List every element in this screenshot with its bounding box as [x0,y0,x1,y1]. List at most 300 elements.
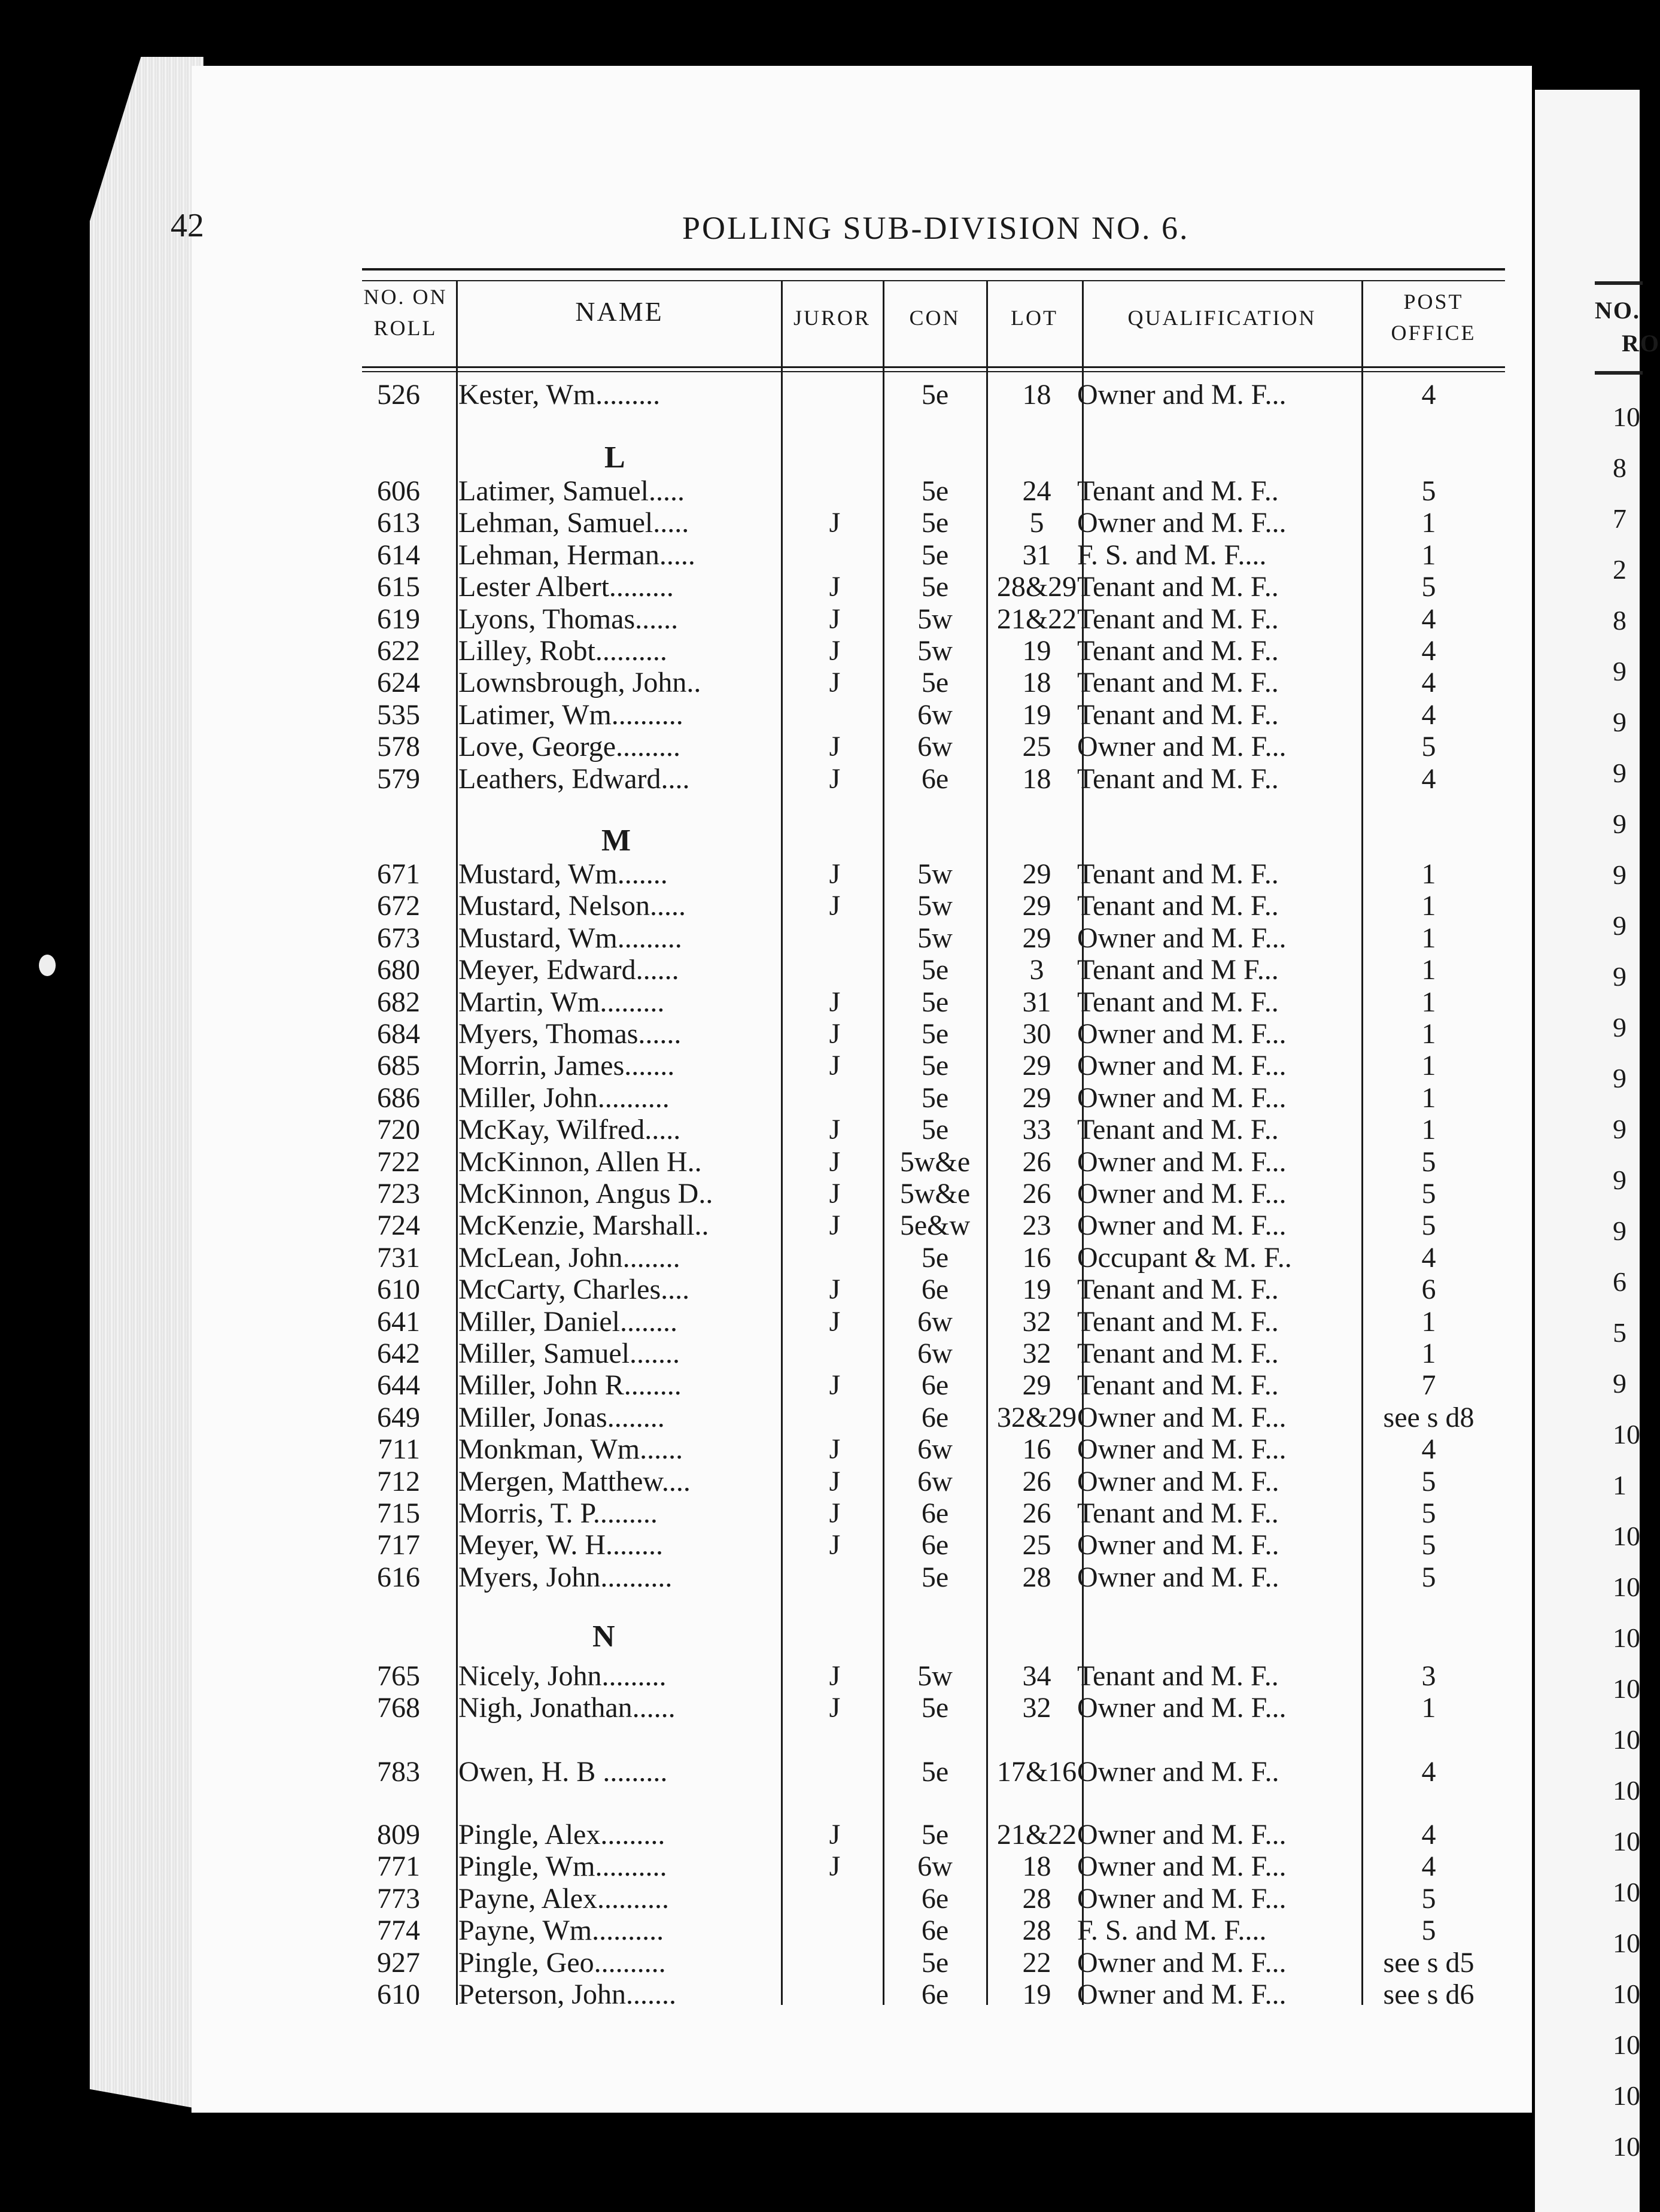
cell-qualification: Tenant and M. F.. [1077,635,1279,667]
cell-post: 4 [1421,1819,1436,1851]
cell-name: Lester Albert......... [458,571,674,603]
adjacent-number: 9 [1613,707,1626,737]
table-row [0,1434,1640,1465]
cell-juror: J [829,1819,841,1851]
cell-con: 6w [917,1465,953,1497]
cell-lot: 32&29 [996,1401,1077,1433]
cell-roll: 771 [377,1851,420,1883]
cell-roll: 722 [377,1146,420,1178]
adjacent-number: 5 [1613,1317,1626,1348]
adjacent-header-2: RO [1622,330,1660,357]
cell-con: 5w [917,922,953,954]
cell-roll: 724 [377,1210,420,1242]
table-row [0,1883,1640,1915]
cell-con: 6w [917,731,953,763]
cell-name: Lownsbrough, John.. [458,667,701,699]
cell-lot: 16 [1022,1433,1051,1466]
cell-name: McKinnon, Angus D.. [458,1178,713,1210]
cell-name: McKenzie, Marshall.. [458,1210,709,1242]
cell-roll: 673 [377,922,420,954]
cell-name: Kester, Wm......... [458,379,661,411]
top-rule-thin [362,280,1505,281]
cell-roll: 684 [377,1018,420,1050]
cell-name: Lyons, Thomas...... [458,603,679,635]
cell-juror: J [829,507,841,539]
cell-lot: 31 [1022,986,1051,1018]
cell-roll: 686 [377,1081,420,1114]
cell-lot: 23 [1022,1210,1051,1242]
header-post-line1: POST [1403,290,1464,314]
adjacent-number: 9 [1613,1216,1626,1246]
cell-qualification: Owner and M. F... [1077,1210,1287,1242]
cell-post: 5 [1421,1178,1436,1210]
cell-lot: 19 [1022,635,1051,667]
cell-qualification: Tenant and M. F.. [1077,858,1279,890]
cell-roll: 711 [378,1433,420,1466]
cell-con: 6e [921,1369,949,1402]
cell-qualification: Owner and M. F... [1077,1018,1287,1050]
cell-juror: J [829,1433,841,1466]
table-row [0,1979,1640,2010]
cell-roll: 723 [377,1178,420,1210]
header-post-line2: OFFICE [1391,321,1476,345]
cell-lot: 24 [1022,475,1051,507]
cell-qualification: Owner and M. F... [1077,1819,1287,1851]
cell-roll: 615 [377,571,420,603]
cell-name: Mustard, Nelson..... [458,890,686,922]
cell-roll: 616 [377,1561,420,1593]
cell-post: 5 [1421,475,1436,507]
adjacent-number: 10 [1613,1572,1640,1602]
header-post-office [1363,286,1504,348]
cell-con: 5e [921,986,949,1018]
cell-roll: 773 [377,1882,420,1915]
adjacent-number: 8 [1613,605,1626,636]
adjacent-number: 7 [1613,503,1626,534]
cell-qualification: Tenant and M. F.. [1077,1338,1279,1369]
cell-roll: 720 [377,1114,420,1146]
cell-con: 5w&e [899,1178,971,1210]
cell-lot: 18 [1022,379,1051,411]
adjacent-number: 10 [1613,1979,1640,2009]
cell-post: 6 [1421,1274,1436,1306]
header-juror: JUROR [793,306,871,330]
cell-name: Owen, H. B ......... [458,1756,668,1788]
cell-lot: 29 [1022,890,1051,922]
cell-roll: 622 [377,635,420,667]
cell-name: McLean, John........ [458,1241,680,1274]
cell-post: 4 [1421,1851,1436,1883]
cell-roll: 526 [377,379,420,411]
adjacent-number: 10 [1613,1419,1640,1450]
header-rule-thin [362,371,1505,372]
adjacent-number: 6 [1613,1266,1626,1297]
cell-con: 5e [921,1050,949,1082]
table-row [0,1530,1640,1561]
table-row [0,1466,1640,1497]
cell-juror: J [829,1305,841,1338]
cell-con: 5e&w [899,1210,971,1242]
cell-qualification: Owner and M. F... [1077,1433,1287,1466]
cell-name: Mergen, Matthew.... [458,1465,691,1497]
cell-post: 5 [1421,1529,1436,1561]
adjacent-number: 10 [1613,2080,1640,2111]
cell-juror: J [829,1529,841,1561]
cell-juror: J [829,731,841,763]
cell-lot: 28 [1022,1915,1051,1947]
cell-name: Morrin, James....... [458,1050,675,1082]
cell-lot: 18 [1022,762,1051,795]
cell-con: 6e [921,1979,949,2010]
cell-qualification: Tenant and M. F.. [1077,475,1279,507]
table-row [0,1147,1640,1178]
cell-name: McCarty, Charles.... [458,1274,690,1306]
cell-juror: J [829,1851,841,1883]
cell-name: Mustard, Wm......... [458,922,682,954]
cell-lot: 28&29 [996,571,1077,603]
section-letter: N [592,1620,615,1654]
cell-post: 5 [1421,1915,1436,1947]
table-row [0,636,1640,667]
cell-roll: 642 [377,1338,420,1369]
cell-name: Miller, Jonas........ [458,1401,665,1433]
cell-lot: 32 [1022,1692,1051,1724]
cell-lot: 32 [1022,1338,1051,1369]
section-letter: M [601,824,631,858]
cell-qualification: Owner and M. F... [1077,1851,1287,1883]
cell-roll: 685 [377,1050,420,1082]
cell-qualification: Tenant and M. F.. [1077,1274,1279,1306]
cell-post: 7 [1421,1369,1436,1402]
cell-post: 5 [1421,1561,1436,1593]
adjacent-number: 9 [1613,656,1626,686]
table-row [0,1562,1640,1593]
cell-roll: 535 [377,698,420,731]
cell-roll: 610 [377,1979,420,2010]
table-row [0,1210,1640,1241]
cell-qualification: Tenant and M. F.. [1077,571,1279,603]
cell-con: 5e [921,1756,949,1788]
cell-juror: J [829,1050,841,1082]
cell-juror: J [829,858,841,890]
adjacent-rule [1595,371,1643,375]
cell-name: Mustard, Wm....... [458,858,668,890]
cell-post: 1 [1421,1305,1436,1338]
cell-lot: 19 [1022,698,1051,731]
cell-name: Pingle, Alex......... [458,1819,665,1851]
cell-roll: 712 [377,1465,420,1497]
cell-roll: 682 [377,986,420,1018]
cell-con: 6e [921,1882,949,1915]
cell-qualification: Owner and M. F... [1077,1401,1287,1433]
table-row [0,379,1640,411]
cell-lot: 32 [1022,1305,1051,1338]
cell-post: 4 [1421,667,1436,699]
cell-lot: 28 [1022,1561,1051,1593]
cell-roll: 649 [377,1401,420,1433]
table-row [0,540,1640,571]
cell-post: 5 [1421,1210,1436,1242]
cell-post: see s d6 [1383,1979,1474,2010]
cell-lot: 5 [1029,507,1044,539]
table-row [0,1947,1640,1979]
cell-lot: 29 [1022,1369,1051,1402]
adjacent-number: 10 [1613,1775,1640,1806]
cell-post: 1 [1421,1338,1436,1369]
cell-juror: J [829,603,841,635]
cell-qualification: Owner and M. F... [1077,1146,1287,1178]
cell-name: Miller, Daniel........ [458,1305,677,1338]
cell-roll: 927 [377,1946,420,1979]
page-number: 42 [171,207,204,244]
cell-post: 1 [1421,1081,1436,1114]
cell-name: Payne, Wm.......... [458,1915,664,1947]
cell-lot: 17&16 [996,1756,1077,1788]
cell-qualification: F. S. and M. F.... [1077,539,1267,571]
table-row [0,1693,1640,1724]
cell-name: Latimer, Samuel..... [458,475,685,507]
cell-con: 5e [921,507,949,539]
cell-con: 5e [921,1946,949,1979]
cell-post: 1 [1421,954,1436,986]
cell-lot: 33 [1022,1114,1051,1146]
cell-name: Payne, Alex.......... [458,1882,669,1915]
adjacent-number: 9 [1613,1063,1626,1093]
cell-qualification: Owner and M. F.. [1077,1756,1279,1788]
adjacent-number: 9 [1613,1368,1626,1399]
cell-roll: 731 [377,1241,420,1274]
cell-con: 6w [917,1433,953,1466]
adjacent-number: 10 [1613,1877,1640,1907]
header-roll-line2: ROLL [373,316,437,340]
cell-con: 5e [921,379,949,411]
cell-post: 1 [1421,1114,1436,1146]
adjacent-number: 2 [1613,554,1626,585]
cell-post: 4 [1421,1433,1436,1466]
cell-juror: J [829,1018,841,1050]
cell-roll: 606 [377,475,420,507]
cell-post: 1 [1421,539,1436,571]
cell-qualification: Tenant and M. F.. [1077,1114,1279,1146]
cell-roll: 717 [377,1529,420,1561]
cell-roll: 783 [377,1756,420,1788]
cell-con: 5e [921,1018,949,1050]
cell-name: Latimer, Wm.......... [458,698,683,731]
cell-roll: 613 [377,507,420,539]
cell-post: 5 [1421,1882,1436,1915]
cell-con: 6e [921,1915,949,1947]
cell-name: Miller, John R........ [458,1369,682,1402]
cell-qualification: Owner and M. F... [1077,731,1287,763]
cell-lot: 34 [1022,1660,1051,1692]
table-row [0,923,1640,954]
header-rule [362,366,1505,368]
cell-con: 6e [921,1401,949,1433]
cell-lot: 29 [1022,858,1051,890]
cell-qualification: Owner and M. F... [1077,1050,1287,1082]
cell-name: Myers, Thomas...... [458,1018,682,1050]
cell-juror: J [829,1274,841,1306]
cell-post: 4 [1421,379,1436,411]
cell-con: 5e [921,475,949,507]
adjacent-number: 9 [1613,758,1626,788]
cell-post: 4 [1421,603,1436,635]
cell-con: 6e [921,1529,949,1561]
cell-roll: 765 [377,1660,420,1692]
cell-qualification: Tenant and M. F.. [1077,698,1279,731]
cell-qualification: Occupant & M. F.. [1077,1241,1292,1274]
cell-name: Lilley, Robt.......... [458,635,667,667]
table-row [0,859,1640,890]
header-roll-line1: NO. ON [363,285,448,309]
table-row [0,1498,1640,1529]
cell-name: McKay, Wilfred..... [458,1114,681,1146]
table-row [0,1050,1640,1081]
adjacent-number: 10 [1613,1673,1640,1704]
cell-juror: J [829,571,841,603]
cell-name: Peterson, John....... [458,1979,676,2010]
cell-post: 1 [1421,1018,1436,1050]
cell-con: 5e [921,954,949,986]
cell-post: 1 [1421,507,1436,539]
cell-lot: 31 [1022,539,1051,571]
cell-lot: 29 [1022,922,1051,954]
cell-roll: 610 [377,1274,420,1306]
cell-lot: 18 [1022,667,1051,699]
cell-juror: J [829,1465,841,1497]
cell-qualification: Owner and M. F... [1077,507,1287,539]
cell-post: 5 [1421,1497,1436,1529]
cell-lot: 3 [1029,954,1044,986]
table-row [0,987,1640,1018]
table-row [0,1242,1640,1274]
cell-name: Nicely, John......... [458,1660,667,1692]
cell-post: 1 [1421,986,1436,1018]
cell-roll: 614 [377,539,420,571]
cell-post: 1 [1421,858,1436,890]
cell-name: Monkman, Wm...... [458,1433,683,1466]
adjacent-number: 10 [1613,402,1640,432]
cell-lot: 19 [1022,1274,1051,1306]
cell-roll: 715 [377,1497,420,1529]
cell-roll: 671 [377,858,420,890]
adjacent-header-1: NO. [1595,297,1640,324]
header-con: CON [909,306,960,330]
cell-qualification: Tenant and M. F.. [1077,762,1279,795]
cell-name: Pingle, Wm.......... [458,1851,667,1883]
cell-roll: 809 [377,1819,420,1851]
cell-post: 5 [1421,1465,1436,1497]
cell-qualification: Tenant and M. F.. [1077,1305,1279,1338]
cell-qualification: Owner and M. F... [1077,1081,1287,1114]
adjacent-number: 9 [1613,910,1626,941]
cell-post: 4 [1421,762,1436,795]
cell-juror: J [829,1369,841,1402]
adjacent-number: 8 [1613,452,1626,483]
cell-post: see s d5 [1383,1946,1474,1979]
cell-name: Lehman, Samuel..... [458,507,689,539]
cell-lot: 21&22 [996,603,1077,635]
header-name: NAME [575,296,664,327]
adjacent-number: 10 [1613,1826,1640,1856]
cell-lot: 29 [1022,1050,1051,1082]
cell-name: Miller, Samuel....... [458,1338,680,1369]
cell-qualification: Owner and M. F... [1077,379,1287,411]
cell-post: 4 [1421,698,1436,731]
adjacent-number: 10 [1613,2029,1640,2060]
cell-con: 5w [917,890,953,922]
cell-juror: J [829,762,841,795]
running-head: POLLING SUB-DIVISION NO. 6. [682,210,1190,246]
cell-roll: 641 [377,1305,420,1338]
table-row [0,1178,1640,1210]
cell-qualification: Tenant and M F... [1077,954,1279,986]
cell-con: 5w [917,858,953,890]
table-row [0,764,1640,795]
adjacent-number: 10 [1613,1724,1640,1755]
table-row [0,955,1640,986]
cell-juror: J [829,667,841,699]
cell-name: Myers, John.......... [458,1561,673,1593]
cell-qualification: Owner and M. F.. [1077,1561,1279,1593]
adjacent-number: 9 [1613,1165,1626,1195]
adjacent-number: 1 [1613,1470,1626,1500]
cell-post: 4 [1421,1241,1436,1274]
table-row [0,1274,1640,1305]
cell-qualification: Tenant and M. F.. [1077,1369,1279,1402]
cell-name: Pingle, Geo.......... [458,1946,666,1979]
table-row [0,1851,1640,1882]
cell-qualification: Owner and M. F.. [1077,1529,1279,1561]
cell-name: Nigh, Jonathan...... [458,1692,676,1724]
cell-lot: 30 [1022,1018,1051,1050]
cell-lot: 28 [1022,1882,1051,1915]
cell-lot: 19 [1022,1979,1051,2010]
adjacent-number: 10 [1613,2131,1640,2162]
cell-roll: 578 [377,731,420,763]
cell-name: McKinnon, Allen H.. [458,1146,702,1178]
cell-con: 5e [921,1241,949,1274]
cell-lot: 26 [1022,1146,1051,1178]
cell-lot: 18 [1022,1851,1051,1883]
cell-lot: 26 [1022,1465,1051,1497]
cell-roll: 768 [377,1692,420,1724]
cell-con: 6e [921,1497,949,1529]
cell-lot: 25 [1022,1529,1051,1561]
cell-juror: J [829,1146,841,1178]
cell-name: Leathers, Edward.... [458,762,690,795]
adjacent-number: 10 [1613,1622,1640,1653]
cell-lot: 29 [1022,1081,1051,1114]
cell-post: 1 [1421,1692,1436,1724]
cell-post: 3 [1421,1660,1436,1692]
cell-name: Meyer, Edward...... [458,954,679,986]
cell-juror: J [829,986,841,1018]
cell-qualification: Owner and M. F... [1077,1178,1287,1210]
header-qualification: QUALIFICATION [1127,306,1317,330]
cell-lot: 16 [1022,1241,1051,1274]
cell-name: Lehman, Herman..... [458,539,695,571]
cell-con: 5e [921,1114,949,1146]
table-row [0,700,1640,731]
cell-qualification: Owner and M. F... [1077,922,1287,954]
cell-con: 5e [921,1692,949,1724]
cell-con: 6e [921,762,949,795]
cell-name: Love, George......... [458,731,681,763]
table-row [0,1819,1640,1851]
cell-juror: J [829,1178,841,1210]
table-row [0,604,1640,635]
